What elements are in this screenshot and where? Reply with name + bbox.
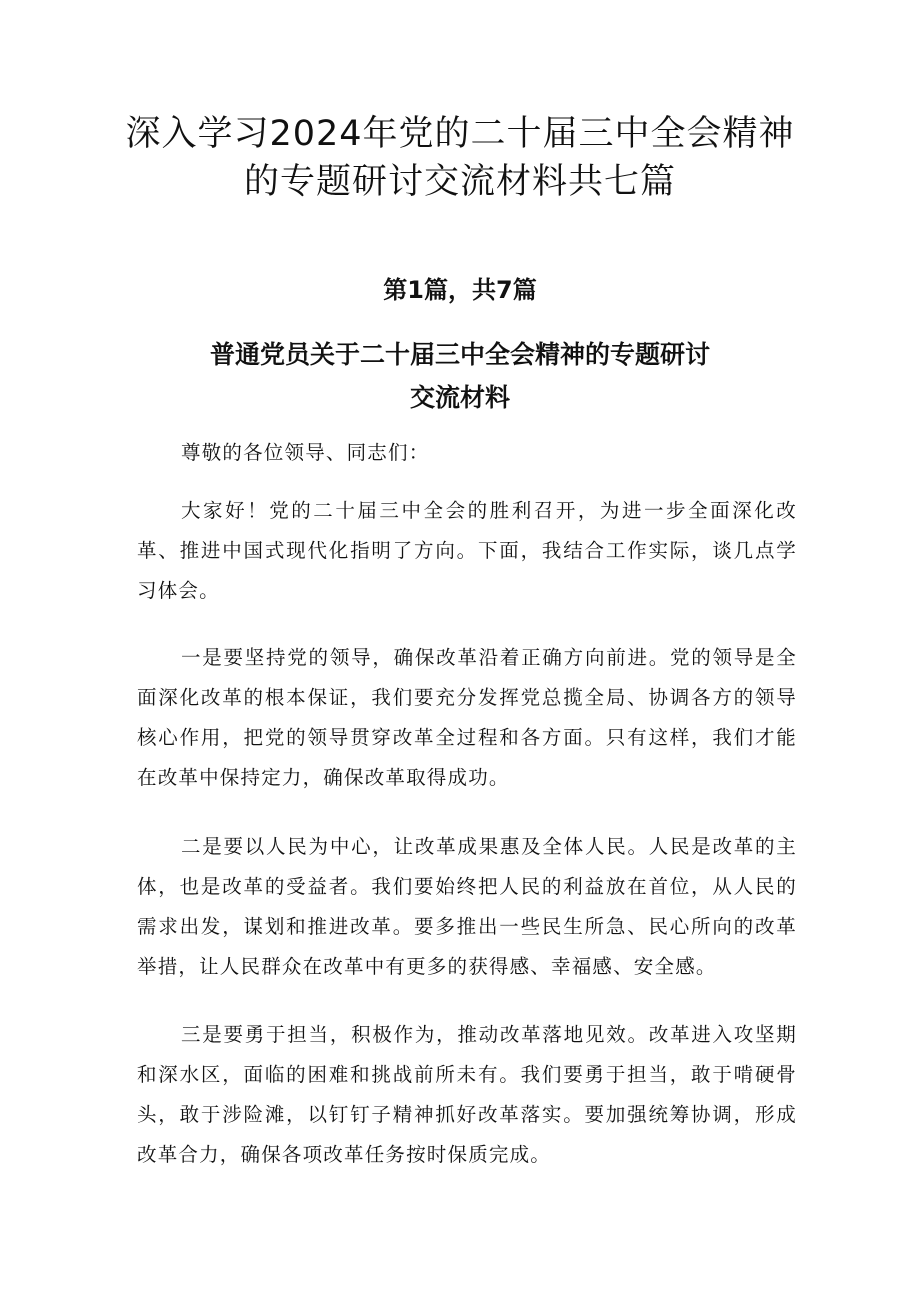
paragraph-point-3: 三是要勇于担当，积极作为，推动改革落地见效。改革进入攻坚期和深水区，面临的困难和挑战前所未有。我们要勇于担当，敢于啃硬骨头，敢于涉险滩，以钉钉子精神抓好改革落实。要加强统筹协调，形成改革合力，确保各项改革任务按时保质完成。 [137, 1023, 797, 1166]
greeting: 尊敬的各位领导、同志们： [181, 441, 430, 464]
article-title-line-2: 交流材料 [409, 383, 510, 412]
paragraph-point-1: 一是要坚持党的领导，确保改革沿着正确方向前进。党的领导是全面深化改革的根本保证，我们要充分发挥党总揽全局、协调各方的领导核心作用，把党的领导贯穿改革全过程和各方面。只有这样，我们才能在改革中保持定力，确保改革取得成功。 [137, 646, 797, 789]
paragraph-intro: 大家好！党的二十届三中全会的胜利召开，为进一步全面深化改革、推进中国式现代化指明了方向。下面，我结合工作实际，谈几点学习体会。 [137, 499, 797, 602]
part-heading: 第1篇，共7篇 [383, 276, 537, 304]
paragraph-point-2: 二是要以人民为中心，让改革成果惠及全体人民。人民是改革的主体，也是改革的受益者。我们要始终把人民的利益放在首位，从人民的需求出发，谋划和推进改革。要多推出一些民生所急、民心所向的改革举措，让人民群众在改革中有更多的获得感、幸福感、安全感。 [137, 835, 797, 978]
document-title-line-1: 深入学习2024年党的二十届三中全会精神 [125, 114, 795, 154]
article-title-line-1: 普通党员关于二十届三中全会精神的专题研讨 [209, 340, 710, 369]
document-title-line-2: 的专题研讨交流材料共七篇 [243, 162, 676, 202]
